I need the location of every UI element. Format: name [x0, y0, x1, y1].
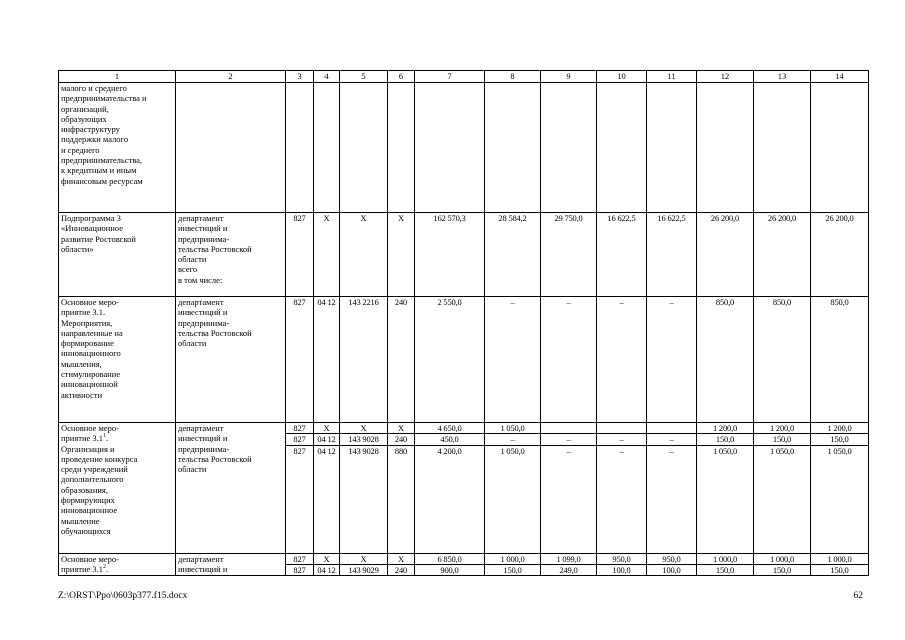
cell: 240 [388, 297, 415, 423]
cell: 827 [286, 445, 314, 553]
cell: 1 050,0 [754, 445, 811, 553]
header-row [59, 71, 869, 83]
cell: 1 099,0 [541, 553, 597, 564]
name-text: Основное меро- приятие 3.1 [61, 553, 120, 574]
activity-name: Основное меро- приятие 3.1. Мероприятия, направленные на формирование инновационного мышления, стимулирование инновационной активности [59, 297, 176, 423]
footnote-mark: 2 [103, 564, 107, 571]
cell: 16 622,5 [597, 213, 647, 297]
name-text: . [106, 563, 109, 574]
cell: Х [340, 553, 388, 564]
activity-name [59, 553, 176, 576]
col-header: 4 [314, 71, 340, 83]
cell: 1 200,0 [811, 423, 869, 434]
table-row-subprogram-3 [59, 213, 869, 297]
col-header: 2 [176, 71, 286, 83]
budget-table [58, 70, 869, 576]
cell: Х [340, 213, 388, 297]
cell: Х [388, 213, 415, 297]
table-row-activity-3-1 [59, 297, 869, 423]
executor-cell: департамент инвестиций и предпринима- тельства Ростовской области [176, 297, 286, 423]
name-text: . Организация и проведение конкурса среди учреждений дополнительного образования, формирующих инновационное мышление обучающихся [61, 433, 138, 536]
activity-name: малого и среднего предпринимательства и организаций, образующих инфраструктуру поддержки малого и среднего предпринимательства, к кредитным и иным финансовым ресурсам [59, 83, 176, 213]
table-row-activity-3-1-1 [59, 423, 869, 434]
cell: 150,0 [697, 434, 754, 445]
cell: 100,0 [647, 564, 697, 575]
cell [597, 423, 647, 434]
col-header: 9 [541, 71, 597, 83]
col-header: 6 [388, 71, 415, 83]
cell: 827 [286, 213, 314, 297]
cell: Х [388, 423, 415, 434]
cell: 6 850,0 [415, 553, 485, 564]
cell: 150,0 [754, 434, 811, 445]
cell: – [541, 434, 597, 445]
cell: – [541, 297, 597, 423]
cell: 150,0 [811, 434, 869, 445]
cell: 900,0 [415, 564, 485, 575]
cell: 04 12 [314, 297, 340, 423]
cell: 150,0 [485, 564, 541, 575]
col-header: 3 [286, 71, 314, 83]
cell: 4 200,0 [415, 445, 485, 553]
activity-name: Подпрограмма 3 «Инновационное развитие Ростовской области» [59, 213, 176, 297]
file-path-footer: Z:\ORST\Ppo\0603p377.f15.docx [58, 591, 188, 601]
name-text: Основное меро- приятие 3.1 [61, 423, 120, 444]
col-header: 14 [811, 71, 869, 83]
cell: 2 550,0 [415, 297, 485, 423]
cell: 26 200,0 [754, 213, 811, 297]
col-header: 13 [754, 71, 811, 83]
col-header: 8 [485, 71, 541, 83]
cell: – [541, 445, 597, 553]
cell: – [597, 434, 647, 445]
cell: 1 050,0 [485, 445, 541, 553]
cell: – [647, 445, 697, 553]
cell: 827 [286, 553, 314, 564]
cell: 143 2216 [340, 297, 388, 423]
cell: 1 000,0 [754, 553, 811, 564]
col-header: 10 [597, 71, 647, 83]
cell [647, 423, 697, 434]
cell: 240 [388, 564, 415, 575]
cell: 827 [286, 297, 314, 423]
cell: 850,0 [754, 297, 811, 423]
executor-cell: департамент инвестиций и предпринима- тельства Ростовской области всего в том числе: [176, 213, 286, 297]
cell [541, 423, 597, 434]
executor-cell: департамент инвестиций и предпринима- тельства Ростовской области [176, 423, 286, 554]
cell: 880 [388, 445, 415, 553]
col-header: 12 [697, 71, 754, 83]
col-header: 7 [415, 71, 485, 83]
cell: 827 [286, 434, 314, 445]
executor-cell: департамент инвестиций и [176, 553, 286, 576]
cell: 1 050,0 [811, 445, 869, 553]
cell: 143 9028 [340, 445, 388, 553]
cell: 26 200,0 [697, 213, 754, 297]
cell: 100,0 [597, 564, 647, 575]
cell: 162 570,3 [415, 213, 485, 297]
cell: – [647, 297, 697, 423]
cell: 450,0 [415, 434, 485, 445]
col-header: 11 [647, 71, 697, 83]
cell: 4 650,0 [415, 423, 485, 434]
cell: Х [314, 423, 340, 434]
activity-name [59, 423, 176, 554]
cell: 150,0 [754, 564, 811, 575]
cell: 04 12 [314, 564, 340, 575]
cell: 850,0 [811, 297, 869, 423]
cell: 1 000,0 [485, 553, 541, 564]
cell: 04 12 [314, 434, 340, 445]
page-number: 62 [853, 591, 863, 601]
cell: 827 [286, 564, 314, 575]
cell: 16 622,5 [647, 213, 697, 297]
cell: 950,0 [597, 553, 647, 564]
cell: – [647, 434, 697, 445]
cell: 150,0 [811, 564, 869, 575]
cell: Х [388, 553, 415, 564]
cell: 26 200,0 [811, 213, 869, 297]
cell: Х [314, 553, 340, 564]
col-header: 1 [59, 71, 176, 83]
cell: 28 584,2 [485, 213, 541, 297]
cell: 240 [388, 434, 415, 445]
cell: 1 200,0 [697, 423, 754, 434]
cell: 850,0 [697, 297, 754, 423]
footnote-mark: 1 [103, 433, 107, 440]
cell: – [485, 434, 541, 445]
cell: 1 200,0 [754, 423, 811, 434]
cell: 143 9029 [340, 564, 388, 575]
table-row-continuation [59, 83, 869, 213]
cell: 150,0 [697, 564, 754, 575]
cell: 1 000,0 [697, 553, 754, 564]
cell: – [597, 445, 647, 553]
cell: – [597, 297, 647, 423]
cell: 249,0 [541, 564, 597, 575]
cell: – [485, 297, 541, 423]
cell: 04 12 [314, 445, 340, 553]
cell: Х [340, 423, 388, 434]
cell: 827 [286, 423, 314, 434]
cell: 29 750,0 [541, 213, 597, 297]
table-row-activity-3-1-2 [59, 553, 869, 564]
cell: 143 9028 [340, 434, 388, 445]
cell: 950,0 [647, 553, 697, 564]
col-header: 5 [340, 71, 388, 83]
cell: Х [314, 213, 340, 297]
cell: 1 000,0 [811, 553, 869, 564]
cell: 1 050,0 [697, 445, 754, 553]
cell: 1 050,0 [485, 423, 541, 434]
